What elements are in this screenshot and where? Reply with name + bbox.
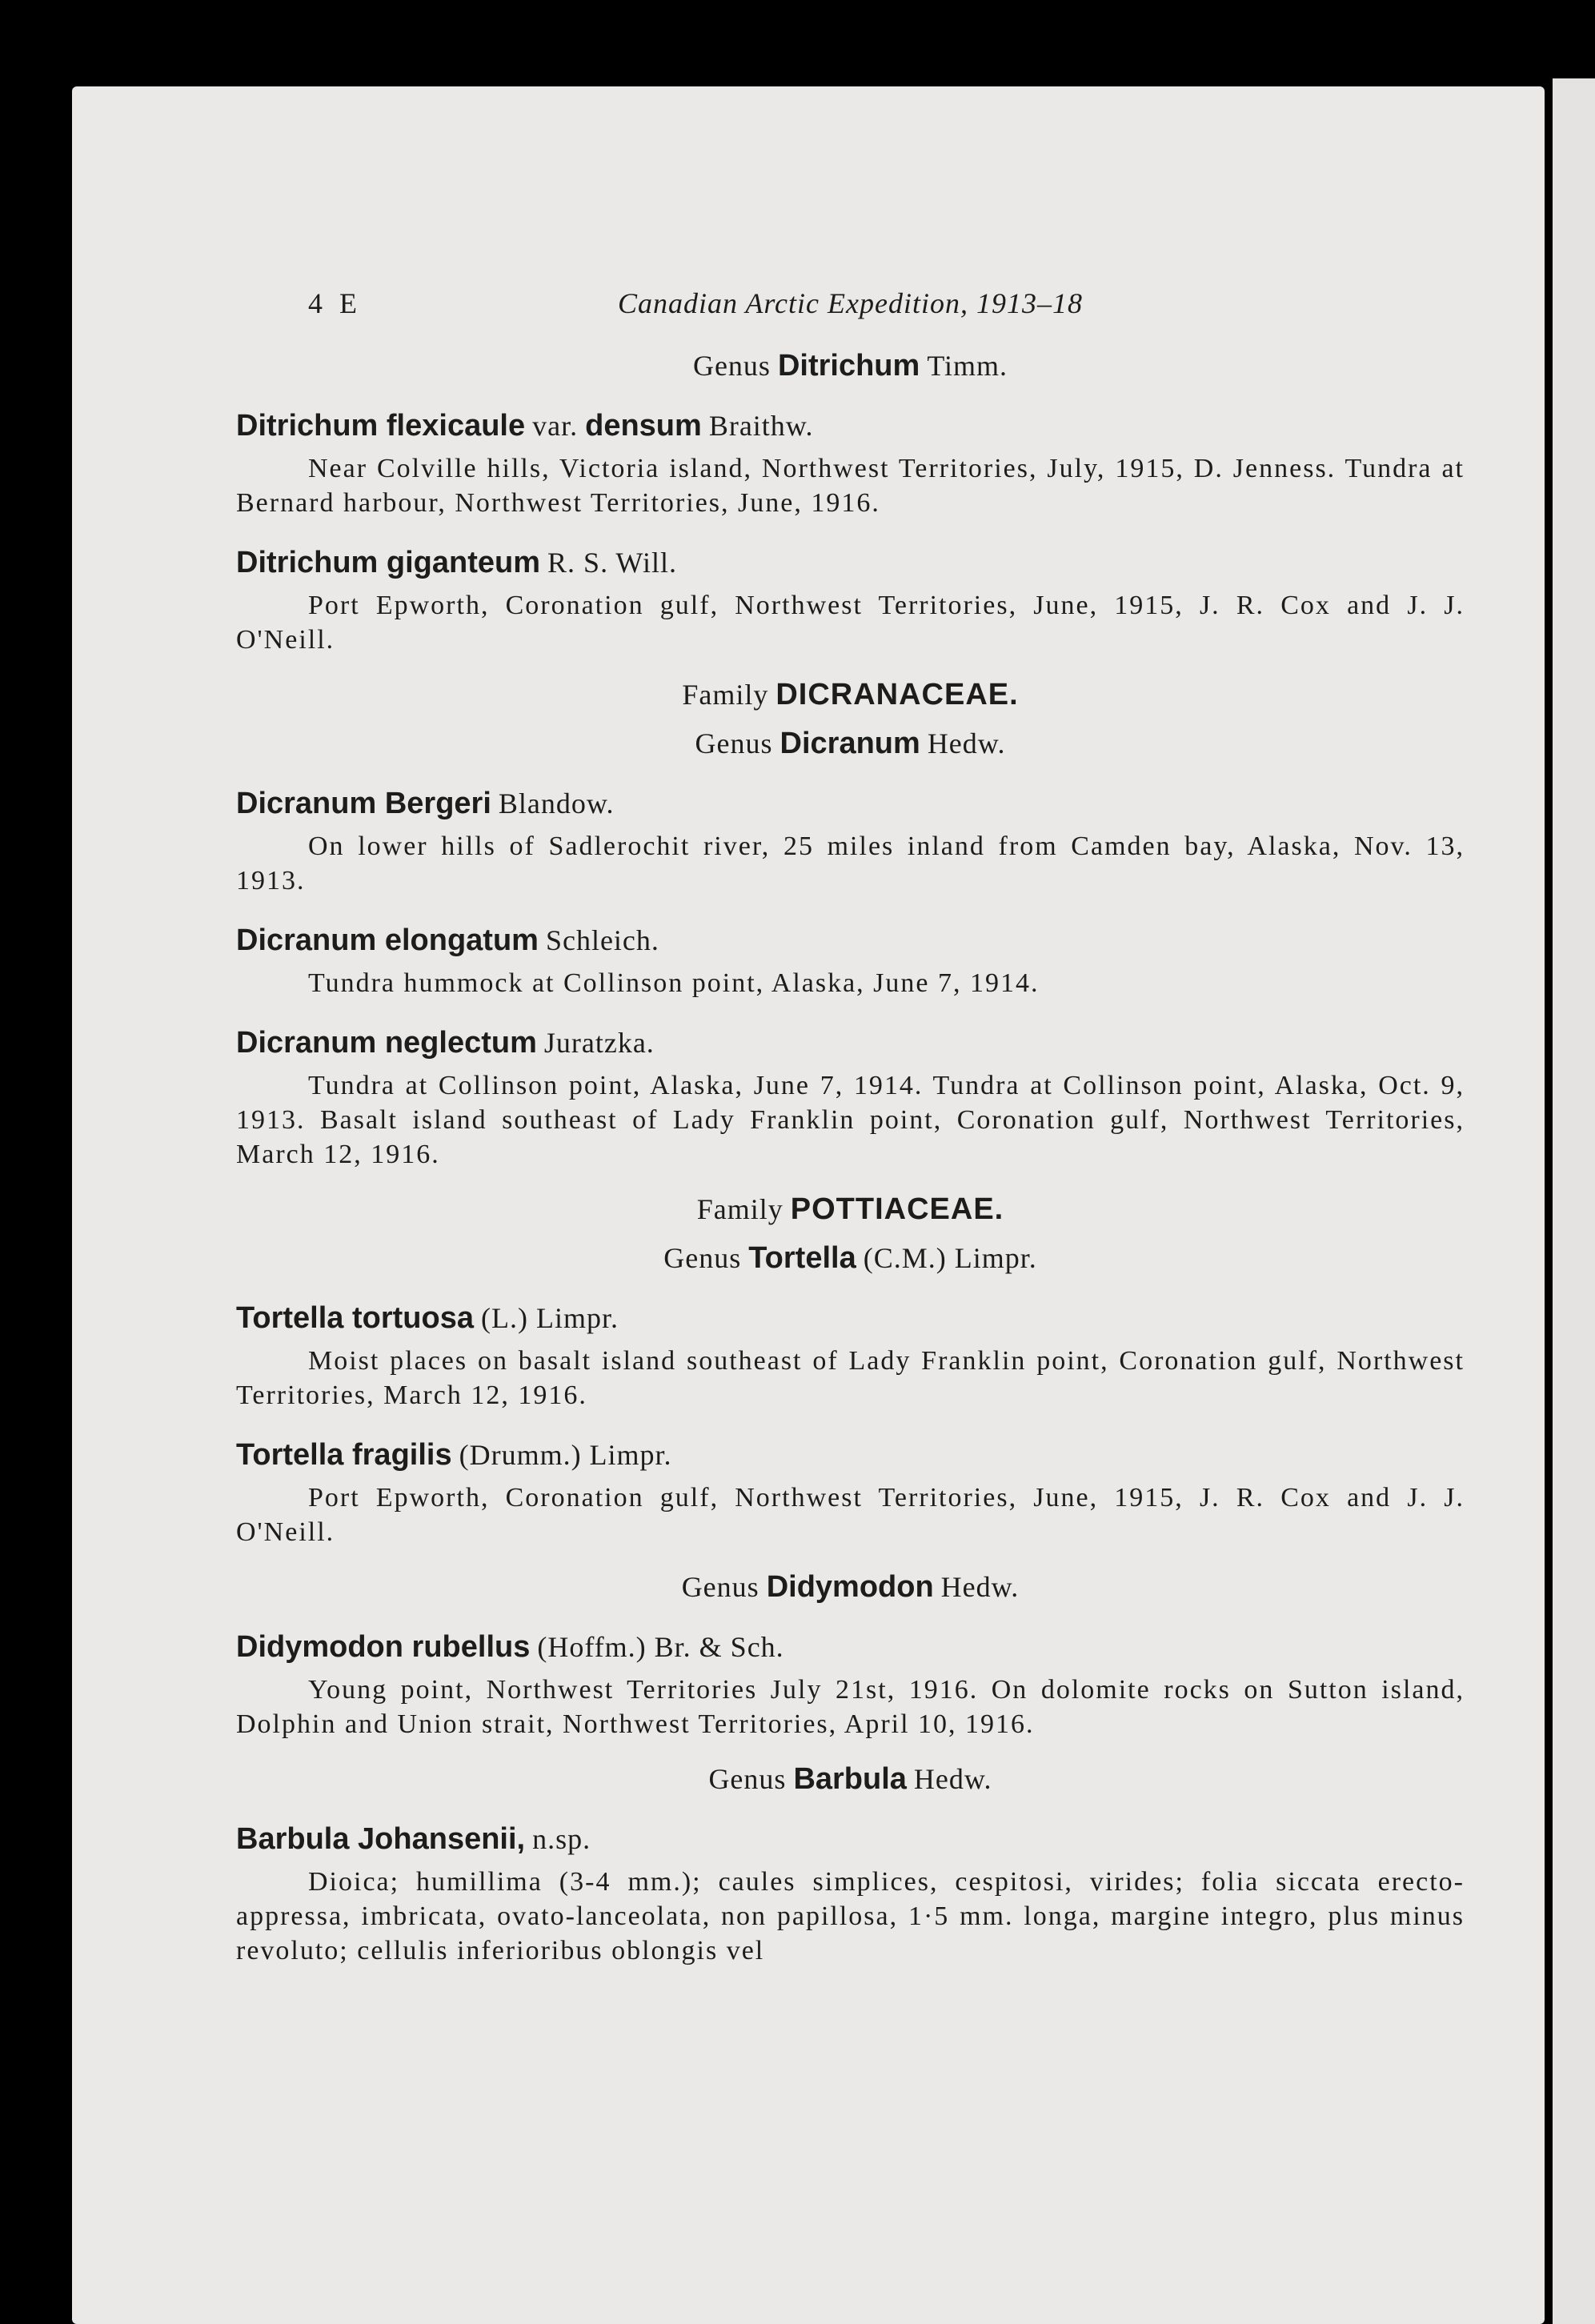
family-label: Family <box>682 679 769 711</box>
genus-author: Hedw. <box>927 727 1006 759</box>
species-heading-ditrichum-giganteum <box>236 546 1465 580</box>
species-heading-ditrichum-flexicaule <box>236 409 1465 443</box>
species-author: Blandow. <box>498 787 615 819</box>
variety-name: densum <box>585 409 702 443</box>
species-name: Ditrichum flexicaule <box>236 409 526 443</box>
adjacent-page-edge <box>1553 78 1595 2324</box>
collection-record: Port Epworth, Coronation gulf, Northwest Territories, June, 1915, J. R. Cox and J. J. O'Neill. <box>236 1483 1465 1547</box>
species-author: (Hoffm.) Br. & Sch. <box>537 1631 784 1663</box>
page-number: 4 E <box>308 287 362 319</box>
genus-label: Genus <box>708 1763 787 1795</box>
species-name: Dicranum elongatum <box>236 924 539 957</box>
genus-label: Genus <box>681 1571 759 1603</box>
species-heading-dicranum-bergeri <box>236 787 1465 821</box>
species-heading-didymodon-rubellus <box>236 1630 1465 1665</box>
family-heading-pottiaceae <box>236 1192 1465 1227</box>
species-name: Didymodon rubellus <box>236 1630 531 1664</box>
document-page <box>72 86 1545 2324</box>
genus-label: Genus <box>695 727 773 759</box>
species-author: Juratzka. <box>543 1027 655 1059</box>
species-heading-dicranum-elongatum <box>236 924 1465 958</box>
collection-record: Tundra at Collinson point, Alaska, June 7, 1914. Tundra at Collinson point, Alaska, Oct. 9, 1913. Basalt island southeast of Lady Franklin point, Coronation gulf, Northwest Territories, March 12, 1916. <box>236 1071 1465 1169</box>
genus-name: Didymodon <box>766 1570 934 1604</box>
family-name: DICRANACEAE. <box>775 678 1019 711</box>
species-heading-tortella-tortuosa <box>236 1301 1465 1336</box>
species-heading-dicranum-neglectum <box>236 1026 1465 1060</box>
species-name: Tortella tortuosa <box>236 1301 474 1335</box>
collection-record: Young point, Northwest Territories July 21st, 1916. On dolomite rocks on Sutton island, Dolphin and Union strait, Northwest Territories, April 10, 1916. <box>236 1675 1465 1739</box>
genus-author: Timm. <box>927 350 1008 382</box>
species-name: Tortella fragilis <box>236 1438 452 1472</box>
species-author: (L.) Limpr. <box>481 1302 619 1334</box>
collection-record: On lower hills of Sadlerochit river, 25 miles inland from Camden bay, Alaska, Nov. 13, 1913. <box>236 831 1465 896</box>
running-title: Canadian Arctic Expedition, 1913–18 <box>618 287 1083 319</box>
species-author: Schleich. <box>545 924 659 956</box>
collection-record: Near Colville hills, Victoria island, Northwest Territories, July, 1915, D. Jenness. Tundra at Bernard harbour, Northwest Territories, June, 1916. <box>236 454 1465 518</box>
page-content <box>236 286 1465 1981</box>
species-author: R. S. Will. <box>547 547 677 579</box>
species-author: n.sp. <box>532 1823 591 1855</box>
genus-name: Tortella <box>748 1241 856 1275</box>
species-author: Braithw. <box>708 410 814 442</box>
species-heading-tortella-fragilis <box>236 1438 1465 1473</box>
genus-author: (C.M.) Limpr. <box>863 1242 1037 1274</box>
species-name: Ditrichum giganteum <box>236 546 541 579</box>
collection-record: Moist places on basalt island southeast of Lady Franklin point, Coronation gulf, Northwest Territories, March 12, 1916. <box>236 1346 1465 1410</box>
genus-heading-barbula <box>236 1762 1465 1797</box>
genus-name: Ditrichum <box>777 349 920 383</box>
collection-record: Port Epworth, Coronation gulf, Northwest Territories, June, 1915, J. R. Cox and J. J. O'Neill. <box>236 591 1465 655</box>
species-name: Barbula Johansenii, <box>236 1822 526 1856</box>
species-name: Dicranum neglectum <box>236 1026 537 1060</box>
variety-label: var. <box>532 410 579 442</box>
genus-heading-tortella <box>236 1241 1465 1276</box>
genus-heading-ditrichum <box>236 349 1465 383</box>
running-head <box>236 286 1465 335</box>
genus-author: Hedw. <box>940 1571 1020 1603</box>
family-label: Family <box>696 1193 783 1225</box>
genus-name: Dicranum <box>779 727 920 760</box>
genus-heading-dicranum <box>236 727 1465 761</box>
genus-name: Barbula <box>793 1762 907 1796</box>
genus-author: Hedw. <box>913 1763 992 1795</box>
species-name: Dicranum Bergeri <box>236 787 491 820</box>
species-author: (Drumm.) Limpr. <box>459 1439 672 1471</box>
family-name: POTTIACEAE. <box>790 1192 1004 1226</box>
genus-label: Genus <box>663 1242 742 1274</box>
collection-record: Tundra hummock at Collinson point, Alaska, June 7, 1914. <box>308 968 1040 998</box>
family-heading-dicranaceae <box>236 678 1465 712</box>
genus-heading-didymodon <box>236 1570 1465 1605</box>
genus-label: Genus <box>692 350 771 382</box>
latin-description: Dioica; humillima (3-4 mm.); caules simplices, cespitosi, virides; folia siccata erecto-appressa, imbricata, ovato-lanceolata, non papillosa, 1·5 mm. longa, margine integro, plus minus revoluto; cellulis inferioribus oblongis vel <box>236 1867 1465 1965</box>
species-heading-barbula-johansenii <box>236 1822 1465 1857</box>
